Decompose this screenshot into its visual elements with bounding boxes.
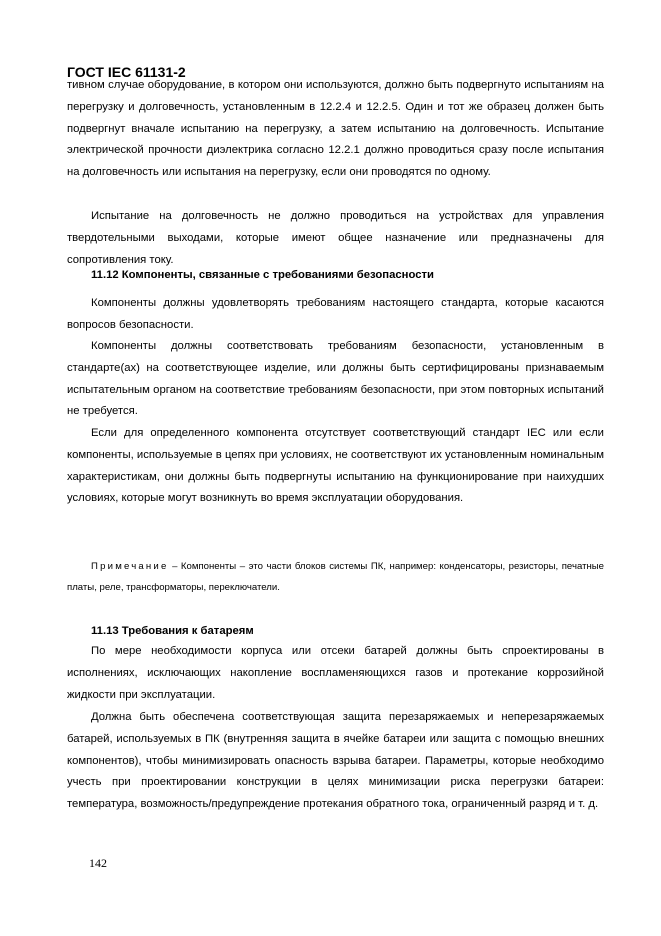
paragraph-battery-enclosures: По мере необходимости корпуса или отсеки батарей должны быть спроектированы в исполнениях, исключающих накопление воспламеняющихся газов и протекание коррозийной жидкости при эксплуатации.	[67, 645, 604, 701]
section-heading-11-12: 11.12 Компоненты, связанные с требованиями безопасности	[91, 269, 434, 281]
note-text: – Компоненты – это части блоков системы ПК, например: конденсаторы, резисторы, печатные платы, реле, трансформаторы, переключатели.	[67, 561, 604, 593]
paragraph-durability-test: Испытание на долговечность не должно проводиться на устройствах для управления твердотельными выходами, которые имеют общее назначение или предназначены для сопротивления току.	[67, 210, 604, 266]
note-label: Примечание	[91, 561, 169, 572]
paragraph-components-requirements: Компоненты должны удовлетворять требованиям настоящего стандарта, которые касаются вопросов безопасности.	[67, 297, 604, 331]
paragraph-continuation: тивном случае оборудование, в котором они используются, должно быть подвергнуто испытаниям на перегрузку и долговечность, установленным в 12.2.4 и 12.2.5. Один и тот же образец должен быть подвергнут вначале испытанию на перегрузку, а затем испытанию на долговечность. Испытание электрической прочности диэлектрика согласно 12.2.1 должно проводиться сразу после испытания на долговечность или испытания на перегрузку, если они проводятся по одному.	[67, 79, 604, 179]
paragraph-battery-protection: Должна быть обеспечена соответствующая защита перезаряжаемых и неперезаряжаемых батарей, используемых в ПК (внутренняя защита в ячейке батареи или защита с помощью внешних компонентов), чтобы минимизировать опасность взрыва батареи. Параметры, которые необходимо учесть при проектировании конструкции в целях минимизации риска перегрузки батареи: температура, возможность/предупреждение протекания обратного тока, ограниченный разряд и т. д.	[67, 711, 604, 811]
note-components	[67, 557, 604, 598]
paragraph-components-no-standard: Если для определенного компонента отсутствует соответствующий стандарт IEC или если компоненты, используемые в цепях при условиях, не соответствуют их установленным номинальным характеристикам, они должны быть подвергнуты испытанию на функционирование при наихудших условиях, которые могут возникнуть во время эксплуатации оборудования.	[67, 427, 604, 505]
paragraph-components-certification: Компоненты должны соответствовать требованиям безопасности, установленным в стандарте(ах) на соответствующее изделие, или должны быть сертифицированы признаваемым испытательным органом на соответствие требованиям безопасности, при этом повторных испытаний не требуется.	[67, 340, 604, 418]
page-number: 142	[89, 856, 107, 870]
document-header-title: ГОСТ IEC 61131-2	[67, 64, 186, 80]
section-heading-11-13: 11.13 Требования к батареям	[91, 625, 254, 637]
